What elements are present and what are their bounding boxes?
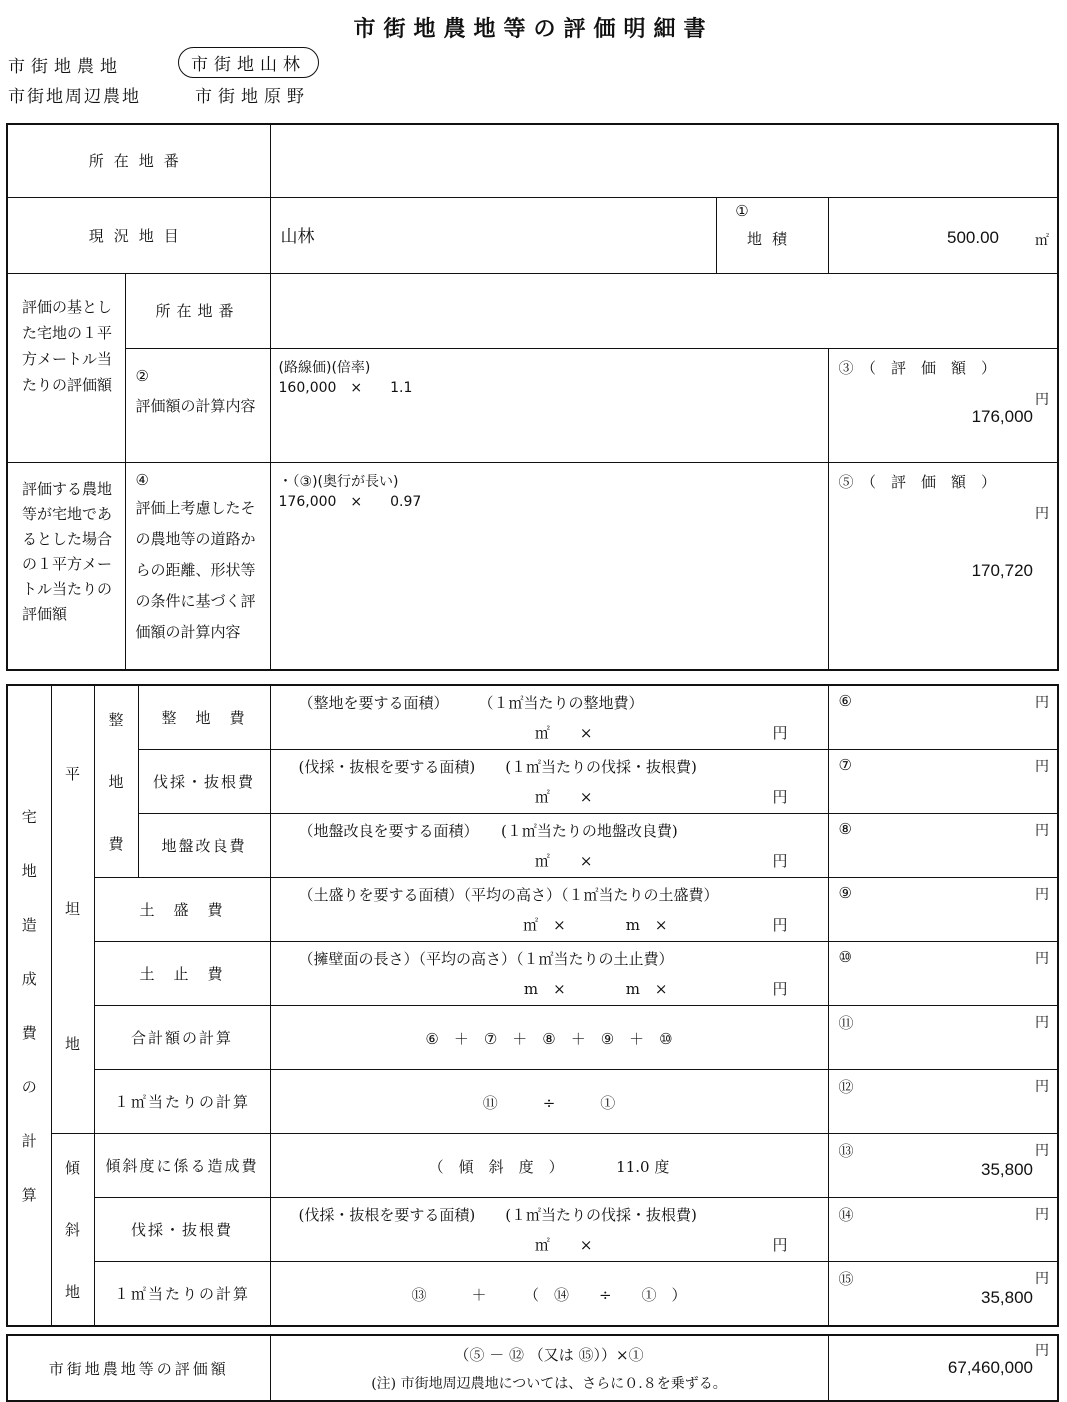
row-yen: 円 <box>1035 1079 1049 1095</box>
location-value <box>270 124 1058 197</box>
category-suburban-agri: 市街地周辺農地 <box>8 87 141 107</box>
row-name: 伐採・抜根費 <box>138 750 270 814</box>
row-no: ⑪ <box>838 1014 854 1032</box>
val5-value: 170,720 <box>971 560 1034 580</box>
row-name: 合計額の計算 <box>94 1006 270 1070</box>
row-head: (伐採・抜根を要する面積) (１㎡当たりの伐採・抜根費) <box>298 1206 697 1224</box>
row-name: 伐採・抜根費 <box>94 1198 270 1262</box>
row-calc <box>270 1006 828 1070</box>
target-label: 評価する農地等が宅地であるとした場合の１平方メートル当たりの評価額 <box>22 479 113 623</box>
calc4-label-cell <box>125 462 270 670</box>
current-use-value: 山林 <box>280 226 315 247</box>
row-name: １㎡当たりの計算 <box>94 1262 270 1327</box>
final-formula-cell <box>270 1335 828 1401</box>
section-development-cost <box>6 684 1059 1327</box>
row-expr: ⑬ ＋ （ ⑭ ÷ ① ） <box>411 1286 687 1304</box>
row-value: 35,800 <box>981 1288 1033 1307</box>
row-head: （土盛りを要する面積）（平均の高さ）（１㎡当たりの土盛費） <box>298 886 719 904</box>
calc4-label: 評価上考慮したその農地等の道路からの距離、形状等の条件に基づく評価額の計算内容 <box>135 498 256 641</box>
row-no: ⑬ <box>838 1142 854 1160</box>
cost-row <box>7 814 1058 878</box>
final-yen: 円 <box>1035 1343 1049 1359</box>
category-forest-selected: 市街地山林 <box>178 47 319 78</box>
row-yen: 円 <box>1035 695 1049 711</box>
row-no: ⑩ <box>838 948 852 966</box>
row-no: ⑧ <box>838 820 852 838</box>
row-value: 35,800 <box>981 1160 1033 1179</box>
row-head: （地盤改良を要する面積） (１㎡当たりの地盤改良費) <box>298 822 678 840</box>
cost-row <box>7 750 1058 814</box>
cost-row <box>7 1006 1058 1070</box>
row-yen: 円 <box>1035 1015 1049 1031</box>
row-value-cell <box>828 1262 1058 1327</box>
row-value-cell <box>828 1070 1058 1134</box>
target-label-cell <box>7 462 125 670</box>
base-loc-label: 所在地番 <box>125 273 270 348</box>
row-no: ⑭ <box>838 1206 854 1224</box>
seichi-label: 整地費 <box>94 685 138 878</box>
calc2-no: ② <box>135 366 149 385</box>
row-no: ⑦ <box>838 756 852 774</box>
val5-yen: 円 <box>1035 505 1050 522</box>
page-title: 市街地農地等の評価明細書 <box>353 16 714 42</box>
row-calc <box>270 814 828 878</box>
row-value-cell <box>828 942 1058 1006</box>
side-label: 宅地造成費の計算 <box>7 685 51 1326</box>
row-no: ⑫ <box>838 1078 854 1096</box>
row-expr: ⑥ ＋ ⑦ ＋ ⑧ ＋ ⑨ ＋ ⑩ <box>425 1030 673 1048</box>
row-yen: 円 <box>1035 1271 1049 1287</box>
calc2-content <box>270 348 828 462</box>
row-value-cell <box>828 685 1058 750</box>
row-no: ⑨ <box>838 884 852 902</box>
val5-label: ⑤ （ 評 価 額 ） <box>838 472 997 491</box>
area-no: ① <box>735 201 749 220</box>
row-value-cell <box>828 1134 1058 1198</box>
current-use-cell <box>270 197 716 273</box>
row-calc <box>270 1262 828 1327</box>
calc2-expr: 160,000 × 1.1 <box>278 379 413 396</box>
val3-yen: 円 <box>1035 391 1050 408</box>
val3-label: ③ （ 評 価 額 ） <box>838 358 997 377</box>
calc2-label-cell <box>125 348 270 462</box>
final-note: (注) 市街地周辺農地については、さらに０.８を乗ずる。 <box>371 1375 727 1392</box>
row-head: (伐採・抜根を要する面積) (１㎡当たりの伐採・抜根費) <box>298 758 697 776</box>
row-head: （整地を要する面積） （１㎡当たりの整地費） <box>298 694 644 712</box>
final-value: 67,460,000 <box>947 1358 1033 1377</box>
base-label-cell <box>7 273 125 462</box>
row-head: （擁壁面の長さ）（平均の高さ）（１㎡当たりの土止費） <box>298 950 674 968</box>
cost-row <box>7 1262 1058 1327</box>
row-value-cell <box>828 814 1058 878</box>
row-yen: 円 <box>1035 1207 1049 1223</box>
location-label: 所在地番 <box>7 124 270 197</box>
row-calc <box>270 1070 828 1134</box>
val5-cell <box>828 462 1058 670</box>
calc4-content <box>270 462 828 670</box>
area-label: 地積 <box>747 229 798 248</box>
section-final-value <box>6 1334 1059 1402</box>
category-agri-land: 市街地農地 <box>8 57 123 77</box>
row-name: 整 地 費 <box>138 685 270 750</box>
row-expr: ㎡ × 円 <box>534 852 788 870</box>
base-loc-value <box>270 273 1058 348</box>
area-unit: ㎡ <box>1035 232 1050 249</box>
row-yen: 円 <box>1035 823 1049 839</box>
calc4-no: ④ <box>135 470 149 489</box>
row-calc <box>270 878 828 942</box>
category-wilderness: 市街地原野 <box>195 87 310 107</box>
row-calc <box>270 1134 828 1198</box>
area-label-cell <box>716 197 828 273</box>
final-formula: （⑤ － ⑫ （又は ⑮））×① <box>454 1345 644 1364</box>
row-calc <box>270 685 828 750</box>
row-no: ⑥ <box>838 692 852 710</box>
row-expr: ㎡ × 円 <box>534 724 788 742</box>
current-use-label: 現況地目 <box>7 197 270 273</box>
row-expr: ㎡ × 円 <box>534 1236 788 1254</box>
row-name: 土 盛 費 <box>94 878 270 942</box>
row-yen: 円 <box>1035 759 1049 775</box>
row-expr: ⑪ ÷ ① <box>482 1094 616 1112</box>
row-name: １㎡当たりの計算 <box>94 1070 270 1134</box>
area-value: 500.00 <box>947 227 1000 247</box>
row-value-cell <box>828 1006 1058 1070</box>
final-label: 市街地農地等の評価額 <box>7 1335 270 1401</box>
val3-value: 176,000 <box>971 406 1034 426</box>
flat-label: 平坦地 <box>51 685 94 1134</box>
row-expr: （ 傾 斜 度 ） 11.0 度 <box>428 1158 670 1176</box>
cost-row <box>7 1070 1058 1134</box>
row-name: 傾斜度に係る造成費 <box>94 1134 270 1198</box>
row-no: ⑮ <box>838 1270 854 1288</box>
base-label: 評価の基とした宅地の１平方メートル当たりの評価額 <box>22 297 113 394</box>
calc2-head: (路線価)(倍率) <box>278 359 371 376</box>
row-value-cell <box>828 1198 1058 1262</box>
final-value-cell <box>828 1335 1058 1401</box>
row-calc <box>270 1198 828 1262</box>
cost-row <box>7 942 1058 1006</box>
row-expr: ㎡ × m × 円 <box>523 916 788 934</box>
row-expr: ㎡ × 円 <box>534 788 788 806</box>
row-yen: 円 <box>1035 951 1049 967</box>
cost-row <box>7 1134 1058 1198</box>
row-yen: 円 <box>1035 1143 1049 1159</box>
val3-cell <box>828 348 1058 462</box>
section-land-info <box>6 123 1059 671</box>
row-value-cell <box>828 878 1058 942</box>
calc4-head: ・（③)(奥行が長い) <box>278 473 399 490</box>
cost-row <box>7 878 1058 942</box>
row-value-cell <box>828 750 1058 814</box>
calc4-expr: 176,000 × 0.97 <box>278 493 422 510</box>
calc2-label: 評価額の計算内容 <box>135 396 256 415</box>
cost-row <box>7 1198 1058 1262</box>
slope-label: 傾斜地 <box>51 1134 94 1327</box>
row-yen: 円 <box>1035 887 1049 903</box>
row-calc <box>270 942 828 1006</box>
cost-row <box>7 685 1058 750</box>
row-calc <box>270 750 828 814</box>
row-name: 地盤改良費 <box>138 814 270 878</box>
row-name: 土 止 費 <box>94 942 270 1006</box>
area-value-cell <box>828 197 1058 273</box>
row-expr: m × m × 円 <box>523 980 788 998</box>
